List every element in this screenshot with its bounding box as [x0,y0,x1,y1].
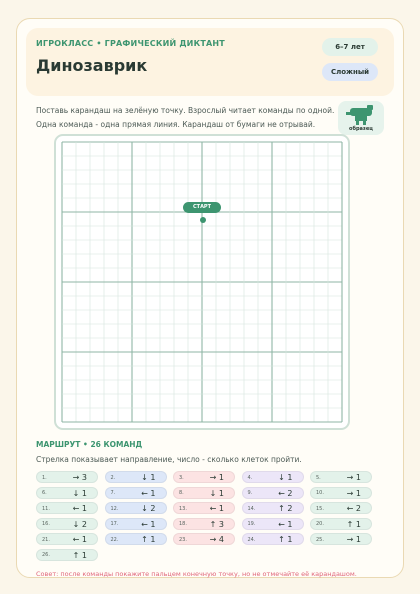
command-move: → 4 [209,535,224,544]
header-kicker: ИГРОКЛАСС • ГРАФИЧЕСКИЙ ДИКТАНТ [36,39,225,48]
command-number: 13. [179,505,187,512]
command-move: ← 1 [141,488,156,498]
command-chip [310,533,372,545]
command-move: ↓ 1 [72,488,87,498]
command-number: 20. [316,521,324,527]
command-chip [105,533,167,545]
command-move: ↓ 2 [141,504,156,513]
command-number: 11. [42,505,50,512]
command-chip [105,471,167,483]
hint-text: Совет: после команды покажите пальцем конечную точку, но не отмечайте её карандашом. [36,570,357,578]
command-number: 25. [316,536,324,543]
command-chip [105,502,167,514]
command-move: ↑ 3 [209,519,224,529]
command-move: ↑ 1 [141,535,156,544]
command-number: 26. [42,552,50,558]
difficulty-badge: Сложный [322,63,378,81]
command-chip [310,471,372,483]
command-number: 9. [247,490,253,496]
command-number: 6. [42,490,47,496]
command-chip [242,471,304,483]
command-chip [173,502,235,514]
command-move: → 1 [346,535,361,544]
command-move: ↑ 1 [346,519,361,529]
command-number: 8. [179,490,184,496]
drawing-grid[interactable] [56,136,348,428]
sample-button[interactable] [338,101,384,135]
command-move: ↑ 1 [72,550,87,560]
header-panel [26,28,394,96]
command-number: 19. [247,521,256,527]
command-move: ↓ 1 [209,488,224,498]
command-move: ← 1 [72,535,87,544]
page-title: Динозаврик [36,56,148,75]
command-move: ↓ 1 [141,473,156,482]
command-number: 16. [42,521,50,527]
route-subtitle: Стрелка показывает направление, число - сколько клеток пройти. [36,455,302,464]
instruction-line-1: Поставь карандаш на зелёную точку. Взрослый читает команды по одной. [36,106,335,115]
command-chip [36,533,98,545]
command-number: 21. [42,536,50,543]
sample-label: образец [349,126,373,132]
command-number: 7. [110,490,116,496]
command-number: 1. [42,474,47,481]
command-chip [36,502,98,514]
command-chip [36,518,98,530]
command-chip [173,518,235,530]
command-chip [310,502,372,514]
command-move: ↓ 2 [72,519,87,529]
command-chip [36,487,98,499]
grid-board [54,134,350,430]
command-chip [242,502,304,514]
command-number: 2. [110,474,116,481]
start-point[interactable] [200,217,206,223]
command-number: 14. [247,505,256,512]
instructions [36,104,336,132]
command-move: ← 1 [72,504,87,513]
command-chip [242,518,304,530]
command-number: 4. [247,474,253,481]
instruction-line-2: Одна команда - одна прямая линия. Карандаш от бумаги не отрывай. [36,120,316,129]
command-move: ↑ 2 [278,504,293,513]
command-chip [105,487,167,499]
command-chip [242,533,304,545]
command-chip [242,487,304,499]
command-number: 17. [110,521,119,527]
command-chip [310,518,372,530]
command-number: 12. [110,505,119,512]
command-move: ← 1 [141,519,156,529]
route-title: МАРШРУТ • 26 КОМАНД [36,440,143,449]
command-number: 10. [316,490,324,496]
command-number: 24. [247,536,256,543]
command-move: ← 1 [209,504,224,513]
command-number: 15. [316,505,324,512]
command-number: 22. [110,536,119,543]
command-chip [173,487,235,499]
command-number: 5. [316,474,321,481]
command-move: ← 1 [278,519,293,529]
command-move: → 1 [209,473,224,482]
command-number: 3. [179,474,184,481]
command-move: → 3 [72,473,87,482]
command-chip [173,533,235,545]
age-badge: 6–7 лет [322,38,378,56]
command-move: ↑ 1 [278,535,293,544]
command-chip [36,471,98,483]
command-move: ← 2 [346,504,361,513]
command-number: 23. [179,536,187,543]
command-chip [36,549,98,561]
command-chip [173,471,235,483]
command-move: → 1 [346,473,361,482]
command-chip [310,487,372,499]
command-move: → 1 [346,488,361,498]
command-chip [105,518,167,530]
command-number: 18. [179,521,187,527]
command-move: ← 2 [278,488,293,498]
start-label: СТАРТ [183,202,221,213]
command-move: ↓ 1 [278,473,293,482]
